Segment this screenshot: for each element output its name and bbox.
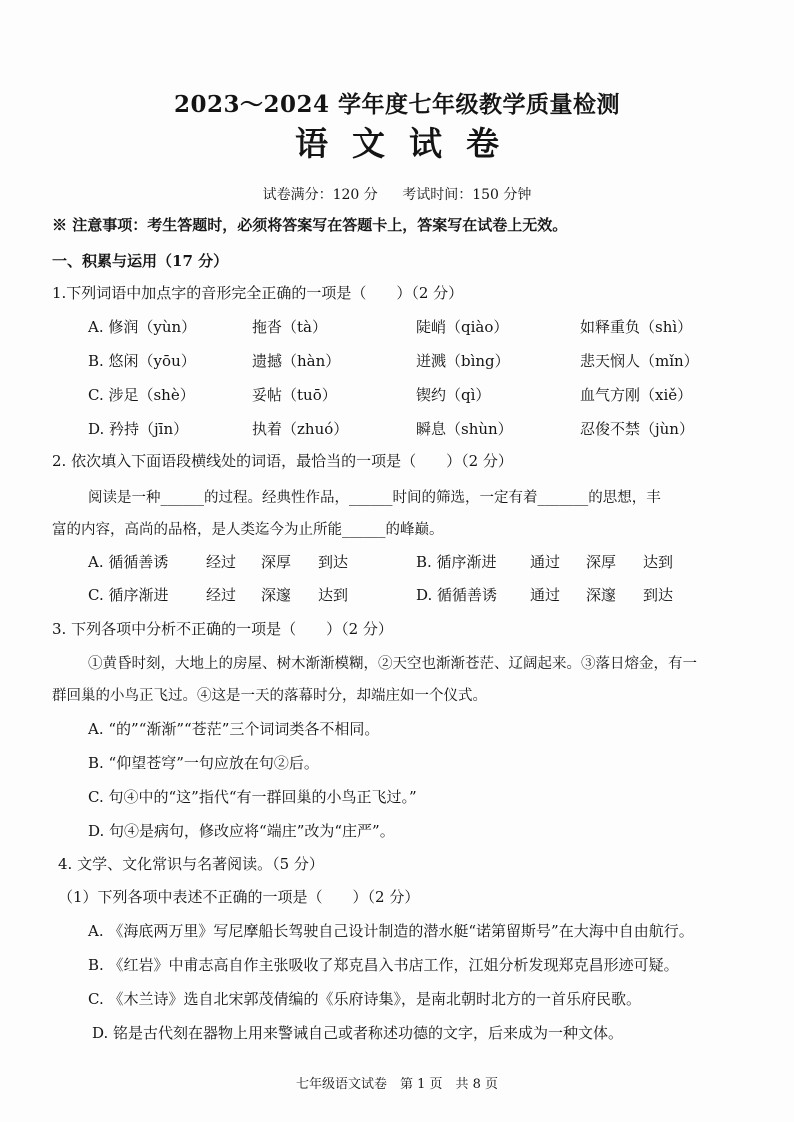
option-b-word: B. 循序渐进 [416, 553, 497, 571]
option-b-word: 达到 [643, 553, 674, 571]
question-3-stem: 3. 下列各项中分析不正确的一项是（ ）（2 分） [52, 620, 393, 638]
option-d-word: 深邃 [586, 586, 617, 604]
option-d-word: D. 循循善诱 [416, 586, 498, 604]
question-1-options [88, 316, 728, 452]
option-a-word: 经过 [206, 553, 237, 571]
question-4-option: B. 《红岩》中甫志高自作主张吸收了郑克昌入书店工作，江姐分析发现郑克昌形迹可疑。 [88, 956, 679, 974]
option-a-word: A. 循循善诱 [88, 553, 169, 571]
question-4-option: A. 《海底两万里》写尼摩船长驾驶自己设计制造的潜水艇“诺第留斯号”在大海中自由航行。 [88, 922, 694, 940]
option-cell: 锲约（qì） [416, 386, 491, 404]
option-cell: 执着（zhuó） [252, 420, 349, 438]
question-3-option: B. “仰望苍穹”一句应放在句②后。 [88, 754, 319, 772]
exam-meta [0, 184, 794, 204]
option-cell: 如释重负（shì） [580, 318, 693, 336]
option-row [88, 418, 728, 452]
option-a-word: 深厚 [261, 553, 292, 571]
option-c-word: 经过 [206, 586, 237, 604]
question-2-passage-line: 阅读是一种______的过程。经典性作品，______时间的筛选，一定有着_______的思想，丰 [88, 490, 661, 506]
notice: ※ 注意事项：考生答题时，必须将答案写在答题卡上，答案写在试卷上无效。 [52, 216, 568, 234]
option-cell: D. 矜持（jīn） [88, 420, 189, 438]
option-b-word: 深厚 [586, 553, 617, 571]
question-4-option: C. 《木兰诗》选自北宋郭茂倩编的《乐府诗集》，是南北朝时北方的一首乐府民歌。 [88, 990, 641, 1008]
option-cell: 血气方刚（xiě） [580, 386, 693, 404]
option-cell: 妥帖（tuō） [252, 386, 337, 404]
option-a-word: 到达 [318, 553, 349, 571]
option-cell: 瞬息（shùn） [416, 420, 513, 438]
option-cell: 遗撼（hàn） [252, 352, 341, 370]
option-d-word: 到达 [643, 586, 674, 604]
page-footer: 七年级语文试卷 第 1 页 共 8 页 [295, 1077, 499, 1092]
exam-title: 2023～2024 学年度七年级教学质量检测 [173, 91, 621, 118]
option-row [88, 350, 728, 384]
question-4-sub1-stem: （1）下列各项中表述不正确的一项是（ ）（2 分） [58, 888, 420, 906]
option-cell: 忍俊不禁（jùn） [580, 420, 694, 438]
question-3-option: D. 句④是病句，修改应将“端庄”改为“庄严”。 [88, 822, 395, 840]
question-4-option: D. 铭是古代刻在器物上用来警诫自己或者称述功德的文字，后来成为一种文体。 [92, 1024, 624, 1042]
question-3-passage-line: ①黄昏时刻，大地上的房屋、树木渐渐模糊，②天空也渐渐苍茫、辽阔起来。③落日熔金，有一 [88, 656, 697, 672]
option-cell: 迸溅（bìng） [416, 352, 510, 370]
option-cell: 陡峭（qiào） [416, 318, 509, 336]
question-2-stem: 2. 依次填入下面语段横线处的词语，最恰当的一项是（ ）（2 分） [52, 452, 513, 470]
option-c-word: C. 循序渐进 [88, 586, 169, 604]
option-c-word: 达到 [318, 586, 349, 604]
section-title: 一、积累与运用（17 分） [52, 252, 229, 270]
question-3-option: C. 句④中的“这”指代“有一群回巢的小鸟正飞过。” [88, 788, 417, 806]
full-score: 试卷满分：120 分 [262, 187, 378, 203]
question-4-stem: 4. 文学、文化常识与名著阅读。（5 分） [58, 855, 324, 873]
exam-time: 考试时间：150 分钟 [402, 187, 532, 203]
option-cell: C. 涉足（shè） [88, 386, 195, 404]
option-cell: 悲天悯人（mǐn） [580, 352, 699, 370]
question-1-stem: 1.下列词语中加点字的音形完全正确的一项是（ ）（2 分） [52, 284, 464, 302]
option-row [88, 316, 728, 350]
option-d-word: 通过 [530, 586, 561, 604]
option-c-word: 深邃 [261, 586, 292, 604]
question-3-option: A. “的”“渐渐”“苍茫”三个词词类各不相同。 [88, 720, 380, 738]
subject-title: 语文试卷 [295, 124, 523, 163]
question-3-passage-line: 群回巢的小鸟正飞过。④这是一天的落幕时分，却端庄如一个仪式。 [52, 688, 487, 704]
question-2-passage-line: 富的内容，高尚的品格，是人类迄今为止所能______的峰巅。 [52, 522, 444, 538]
option-cell: A. 修润（yùn） [88, 318, 197, 336]
option-cell: B. 悠闲（yōu） [88, 352, 196, 370]
option-row [88, 384, 728, 418]
option-b-word: 通过 [530, 553, 561, 571]
option-cell: 拖沓（tà） [252, 318, 327, 336]
